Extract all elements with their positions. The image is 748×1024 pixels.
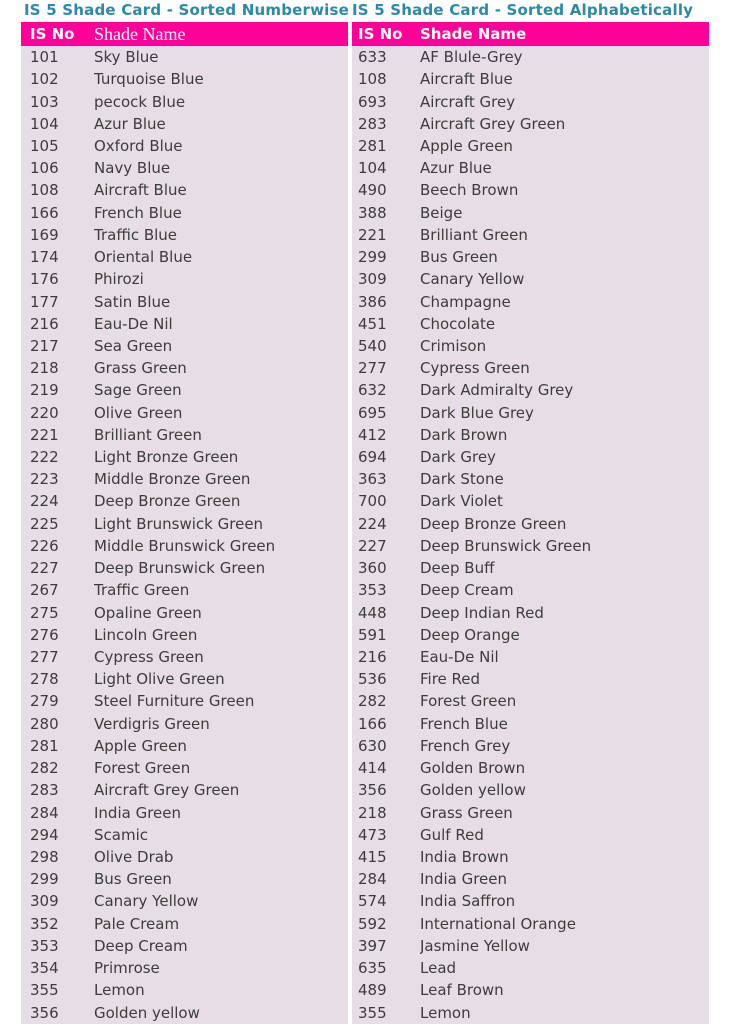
is-no-cell: 451 — [352, 313, 420, 335]
table-row — [352, 357, 709, 379]
alphabetical-table-body — [352, 46, 709, 1024]
table-row — [352, 68, 709, 90]
shade-name-cell: Azur Blue — [94, 113, 348, 135]
shade-name-cell: Deep Cream — [94, 935, 348, 957]
table-row — [21, 557, 348, 579]
table-row — [352, 646, 709, 668]
is-no-cell: 224 — [21, 490, 94, 512]
table-row — [21, 179, 348, 201]
shade-name-cell: Aircraft Blue — [420, 68, 709, 90]
table-row — [352, 268, 709, 290]
is-no-cell: 448 — [352, 601, 420, 623]
table-row — [21, 601, 348, 623]
table-row — [21, 290, 348, 312]
table-row — [352, 135, 709, 157]
shade-name-cell: Middle Brunswick Green — [94, 535, 348, 557]
is-no-cell: 105 — [21, 135, 94, 157]
table-row — [352, 90, 709, 112]
shade-name-cell: Olive Green — [94, 402, 348, 424]
table-row — [352, 113, 709, 135]
shade-name-cell: Lead — [420, 957, 709, 979]
is-no-cell: 592 — [352, 913, 420, 935]
is-no-cell: 227 — [21, 557, 94, 579]
table-row — [352, 846, 709, 868]
header-row — [352, 22, 709, 46]
is-no-cell: 473 — [352, 824, 420, 846]
shade-name-cell: Cypress Green — [94, 646, 348, 668]
is-no-cell: 281 — [21, 735, 94, 757]
table-row — [21, 490, 348, 512]
shade-name-cell: Dark Blue Grey — [420, 402, 709, 424]
table-row — [352, 668, 709, 690]
table-row — [352, 601, 709, 623]
shade-name-cell: Forest Green — [94, 757, 348, 779]
shade-name-cell: India Saffron — [420, 890, 709, 912]
is-no-cell: 309 — [21, 890, 94, 912]
is-no-cell: 694 — [352, 446, 420, 468]
is-no-cell: 221 — [352, 224, 420, 246]
is-no-cell: 284 — [21, 801, 94, 823]
numberwise-shade-table — [21, 22, 348, 1024]
is-no-cell: 108 — [21, 179, 94, 201]
table-row — [352, 468, 709, 490]
shade-name-cell: Apple Green — [94, 735, 348, 757]
is-no-cell: 284 — [352, 868, 420, 890]
is-no-cell: 281 — [352, 135, 420, 157]
shade-name-cell: Aircraft Grey Green — [94, 779, 348, 801]
table-row — [21, 801, 348, 823]
shade-name-cell: India Green — [420, 868, 709, 890]
shade-name-cell: Olive Drab — [94, 846, 348, 868]
is-no-cell: 386 — [352, 290, 420, 312]
shade-name-cell: Cypress Green — [420, 357, 709, 379]
is-no-cell: 360 — [352, 557, 420, 579]
is-no-cell: 354 — [21, 957, 94, 979]
is-no-cell: 356 — [21, 1001, 94, 1023]
table-row — [21, 313, 348, 335]
is-no-cell: 630 — [352, 735, 420, 757]
table-row — [352, 513, 709, 535]
alphabetical-table-header — [352, 22, 709, 46]
is-no-cell: 177 — [21, 290, 94, 312]
is-no-cell: 352 — [21, 913, 94, 935]
shade-name-cell: Azur Blue — [420, 157, 709, 179]
shade-name-cell: Lemon — [94, 979, 348, 1001]
shade-name-cell: Deep Bronze Green — [94, 490, 348, 512]
table-row — [21, 135, 348, 157]
shade-name-cell: Lincoln Green — [94, 624, 348, 646]
shade-name-cell: French Grey — [420, 735, 709, 757]
shade-name-cell: Brilliant Green — [94, 424, 348, 446]
numberwise-table-body — [21, 46, 348, 1024]
is-no-cell: 225 — [21, 513, 94, 535]
table-row — [21, 402, 348, 424]
is-no-cell: 219 — [21, 379, 94, 401]
table-row — [352, 957, 709, 979]
shade-name-cell: Deep Buff — [420, 557, 709, 579]
is-no-cell: 221 — [21, 424, 94, 446]
table-row — [21, 335, 348, 357]
table-row — [352, 535, 709, 557]
shade-name-cell: Verdigris Green — [94, 713, 348, 735]
shade-name-cell: Gulf Red — [420, 824, 709, 846]
table-row — [21, 224, 348, 246]
table-row — [21, 424, 348, 446]
shade-name-cell: Aircraft Blue — [94, 179, 348, 201]
shade-name-column-header: Shade Name — [420, 22, 709, 46]
shade-name-cell: Deep Orange — [420, 624, 709, 646]
is-no-cell: 299 — [352, 246, 420, 268]
table-row — [21, 979, 348, 1001]
shade-name-cell: Golden yellow — [420, 779, 709, 801]
is-no-cell: 412 — [352, 424, 420, 446]
is-no-cell: 490 — [352, 179, 420, 201]
table-row — [21, 68, 348, 90]
is-no-cell: 299 — [21, 868, 94, 890]
shade-name-cell: Golden yellow — [94, 1001, 348, 1023]
is-no-cell: 633 — [352, 46, 420, 68]
table-row — [352, 801, 709, 823]
table-row — [352, 979, 709, 1001]
shade-name-cell: Light Brunswick Green — [94, 513, 348, 535]
is-no-cell: 275 — [21, 601, 94, 623]
shade-name-cell: Scamic — [94, 824, 348, 846]
is-no-cell: 298 — [21, 846, 94, 868]
table-row — [352, 402, 709, 424]
is-no-cell: 280 — [21, 713, 94, 735]
shade-name-cell: Navy Blue — [94, 157, 348, 179]
table-row — [21, 268, 348, 290]
shade-name-cell: Phirozi — [94, 268, 348, 290]
shade-name-cell: Golden Brown — [420, 757, 709, 779]
table-row — [352, 890, 709, 912]
table-row — [21, 690, 348, 712]
is-no-cell: 632 — [352, 379, 420, 401]
shade-name-cell: Beech Brown — [420, 179, 709, 201]
table-row — [352, 935, 709, 957]
shade-name-cell: Satin Blue — [94, 290, 348, 312]
is-no-cell: 166 — [21, 202, 94, 224]
shade-name-cell: Deep Brunswick Green — [420, 535, 709, 557]
is-no-cell: 540 — [352, 335, 420, 357]
table-row — [352, 690, 709, 712]
is-no-cell: 279 — [21, 690, 94, 712]
table-row — [352, 157, 709, 179]
shade-name-cell: Grass Green — [94, 357, 348, 379]
shade-name-cell: Sage Green — [94, 379, 348, 401]
table-row — [21, 357, 348, 379]
shade-name-cell: Turquoise Blue — [94, 68, 348, 90]
is-no-cell: 294 — [21, 824, 94, 846]
is-no-cell: 224 — [352, 513, 420, 535]
shade-name-cell: Forest Green — [420, 690, 709, 712]
table-row — [21, 468, 348, 490]
shade-name-cell: Leaf Brown — [420, 979, 709, 1001]
shade-name-cell: Deep Indian Red — [420, 601, 709, 623]
table-row — [21, 713, 348, 735]
is-no-cell: 277 — [21, 646, 94, 668]
table-row — [352, 335, 709, 357]
is-no-column-header: IS No — [21, 22, 94, 46]
table-row — [352, 713, 709, 735]
is-no-cell: 591 — [352, 624, 420, 646]
shade-name-cell: Bus Green — [420, 246, 709, 268]
shade-name-cell: Middle Bronze Green — [94, 468, 348, 490]
shade-name-cell: pecock Blue — [94, 90, 348, 112]
is-no-cell: 355 — [352, 1001, 420, 1023]
is-no-cell: 218 — [21, 357, 94, 379]
table-row — [352, 579, 709, 601]
is-no-cell: 353 — [352, 579, 420, 601]
shade-name-cell: Aircraft Grey Green — [420, 113, 709, 135]
shade-name-cell: Dark Stone — [420, 468, 709, 490]
shade-name-cell: Traffic Green — [94, 579, 348, 601]
table-row — [21, 46, 348, 68]
shade-name-cell: India Brown — [420, 846, 709, 868]
shade-name-cell: Apple Green — [420, 135, 709, 157]
is-no-cell: 353 — [21, 935, 94, 957]
shade-name-cell: Lemon — [420, 1001, 709, 1023]
is-no-cell: 101 — [21, 46, 94, 68]
shade-name-cell: Oriental Blue — [94, 246, 348, 268]
is-no-cell: 220 — [21, 402, 94, 424]
is-no-cell: 356 — [352, 779, 420, 801]
shade-name-cell: Deep Cream — [420, 579, 709, 601]
is-no-cell: 267 — [21, 579, 94, 601]
is-no-cell: 388 — [352, 202, 420, 224]
is-no-cell: 108 — [352, 68, 420, 90]
shade-name-cell: Sea Green — [94, 335, 348, 357]
shade-name-cell: French Blue — [94, 202, 348, 224]
table-row — [21, 779, 348, 801]
is-no-cell: 489 — [352, 979, 420, 1001]
shade-name-cell: India Green — [94, 801, 348, 823]
is-no-cell: 695 — [352, 402, 420, 424]
table-row — [21, 246, 348, 268]
shade-name-cell: French Blue — [420, 713, 709, 735]
table-row — [21, 824, 348, 846]
is-no-cell: 174 — [21, 246, 94, 268]
alphabetical-table-title: IS 5 Shade Card - Sorted Alphabetically — [352, 1, 694, 19]
shade-name-cell: Aircraft Grey — [420, 90, 709, 112]
is-no-cell: 355 — [21, 979, 94, 1001]
table-row — [352, 1001, 709, 1023]
shade-name-cell: Brilliant Green — [420, 224, 709, 246]
shade-name-cell: Chocolate — [420, 313, 709, 335]
shade-name-cell: International Orange — [420, 913, 709, 935]
table-row — [352, 779, 709, 801]
table-row — [352, 913, 709, 935]
is-no-cell: 104 — [21, 113, 94, 135]
is-no-cell: 276 — [21, 624, 94, 646]
table-row — [352, 379, 709, 401]
table-row — [21, 735, 348, 757]
is-no-column-header: IS No — [352, 22, 420, 46]
table-row — [352, 202, 709, 224]
is-no-cell: 176 — [21, 268, 94, 290]
is-no-cell: 283 — [352, 113, 420, 135]
table-row — [21, 757, 348, 779]
is-no-cell: 415 — [352, 846, 420, 868]
shade-name-cell: Pale Cream — [94, 913, 348, 935]
table-row — [21, 935, 348, 957]
is-no-cell: 217 — [21, 335, 94, 357]
is-no-cell: 169 — [21, 224, 94, 246]
is-no-cell: 227 — [352, 535, 420, 557]
shade-name-cell: Dark Violet — [420, 490, 709, 512]
numberwise-table-title: IS 5 Shade Card - Sorted Numberwise — [24, 1, 350, 19]
table-row — [352, 179, 709, 201]
shade-name-cell: Canary Yellow — [420, 268, 709, 290]
is-no-cell: 102 — [21, 68, 94, 90]
table-row — [21, 913, 348, 935]
is-no-cell: 218 — [352, 801, 420, 823]
table-row — [352, 557, 709, 579]
shade-name-cell: Crimison — [420, 335, 709, 357]
table-row — [352, 735, 709, 757]
shade-name-cell: Eau-De Nil — [420, 646, 709, 668]
table-row — [21, 624, 348, 646]
is-no-cell: 283 — [21, 779, 94, 801]
is-no-cell: 282 — [352, 690, 420, 712]
numberwise-table-header — [21, 22, 348, 46]
shade-name-column-header: Shade Name — [94, 22, 348, 46]
table-row — [352, 290, 709, 312]
table-row — [352, 757, 709, 779]
shade-name-cell: Dark Admiralty Grey — [420, 379, 709, 401]
shade-name-cell: Oxford Blue — [94, 135, 348, 157]
table-row — [352, 46, 709, 68]
shade-name-cell: Traffic Blue — [94, 224, 348, 246]
table-row — [352, 246, 709, 268]
shade-name-cell: Eau-De Nil — [94, 313, 348, 335]
shade-name-cell: Light Olive Green — [94, 668, 348, 690]
table-row — [352, 224, 709, 246]
table-row — [352, 624, 709, 646]
table-row — [352, 424, 709, 446]
is-no-cell: 363 — [352, 468, 420, 490]
shade-name-cell: Light Bronze Green — [94, 446, 348, 468]
table-row — [21, 646, 348, 668]
is-no-cell: 700 — [352, 490, 420, 512]
is-no-cell: 278 — [21, 668, 94, 690]
table-row — [21, 1001, 348, 1023]
table-row — [21, 513, 348, 535]
shade-name-cell: AF Blule-Grey — [420, 46, 709, 68]
is-no-cell: 309 — [352, 268, 420, 290]
alphabetical-shade-table — [352, 22, 709, 1024]
table-row — [352, 446, 709, 468]
table-row — [352, 490, 709, 512]
table-row — [21, 90, 348, 112]
is-no-cell: 222 — [21, 446, 94, 468]
is-no-cell: 277 — [352, 357, 420, 379]
is-no-cell: 216 — [21, 313, 94, 335]
is-no-cell: 635 — [352, 957, 420, 979]
table-row — [21, 113, 348, 135]
table-row — [21, 579, 348, 601]
header-row — [21, 22, 348, 46]
is-no-cell: 536 — [352, 668, 420, 690]
shade-name-cell: Dark Grey — [420, 446, 709, 468]
shade-name-cell: Bus Green — [94, 868, 348, 890]
is-no-cell: 693 — [352, 90, 420, 112]
is-no-cell: 574 — [352, 890, 420, 912]
is-no-cell: 104 — [352, 157, 420, 179]
table-row — [21, 868, 348, 890]
table-row — [21, 846, 348, 868]
table-row — [21, 535, 348, 557]
is-no-cell: 106 — [21, 157, 94, 179]
shade-name-cell: Deep Brunswick Green — [94, 557, 348, 579]
is-no-cell: 103 — [21, 90, 94, 112]
table-row — [21, 668, 348, 690]
table-row — [21, 379, 348, 401]
is-no-cell: 397 — [352, 935, 420, 957]
shade-name-cell: Dark Brown — [420, 424, 709, 446]
shade-name-cell: Deep Bronze Green — [420, 513, 709, 535]
is-no-cell: 223 — [21, 468, 94, 490]
table-row — [21, 446, 348, 468]
table-row — [21, 890, 348, 912]
table-row — [21, 202, 348, 224]
shade-name-cell: Beige — [420, 202, 709, 224]
shade-name-cell: Jasmine Yellow — [420, 935, 709, 957]
is-no-cell: 414 — [352, 757, 420, 779]
shade-name-cell: Steel Furniture Green — [94, 690, 348, 712]
shade-name-cell: Canary Yellow — [94, 890, 348, 912]
is-no-cell: 226 — [21, 535, 94, 557]
is-no-cell: 216 — [352, 646, 420, 668]
table-row — [352, 868, 709, 890]
shade-name-cell: Fire Red — [420, 668, 709, 690]
table-row — [21, 157, 348, 179]
shade-name-cell: Grass Green — [420, 801, 709, 823]
table-row — [352, 824, 709, 846]
shade-name-cell: Opaline Green — [94, 601, 348, 623]
table-row — [352, 313, 709, 335]
shade-name-cell: Champagne — [420, 290, 709, 312]
is-no-cell: 282 — [21, 757, 94, 779]
is-no-cell: 166 — [352, 713, 420, 735]
table-row — [21, 957, 348, 979]
shade-name-cell: Sky Blue — [94, 46, 348, 68]
shade-name-cell: Primrose — [94, 957, 348, 979]
